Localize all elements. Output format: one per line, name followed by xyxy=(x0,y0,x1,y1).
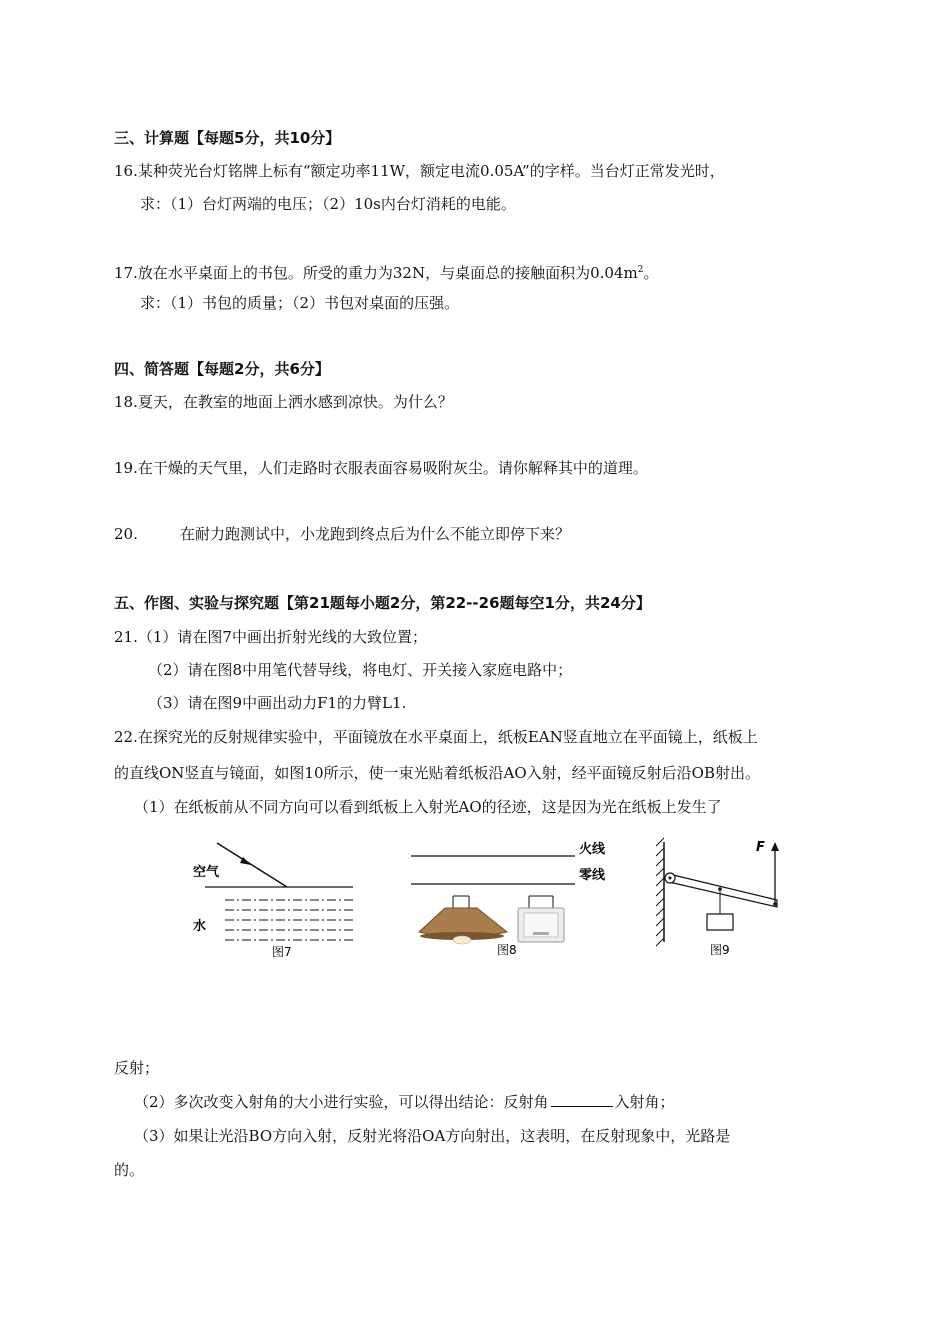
pivot-center xyxy=(669,877,672,880)
q22-line3: （1）在纸板前从不同方向可以看到纸板上入射光AO的径迹，这是因为光在纸板上发生了 xyxy=(134,798,722,816)
force-arrow-head-icon xyxy=(771,842,779,851)
switch-indicator xyxy=(533,932,549,935)
q17-line1-text: 17.放在水平桌面上的书包。所受的重力为32N，与桌面总的接触面积为0.04m xyxy=(114,264,638,282)
q17-line2: 求：（1）书包的质量；（2）书包对桌面的压强。 xyxy=(140,294,460,312)
figure-8-caption: 图8 xyxy=(497,943,517,957)
q22-line7: 的。 xyxy=(114,1161,145,1179)
answer-blank[interactable] xyxy=(551,1092,613,1107)
q22-line5 xyxy=(134,1091,675,1113)
q18-text: 18.夏天，在教室的地面上洒水感到凉快。为什么？ xyxy=(114,393,453,411)
water-label: 水 xyxy=(193,919,207,934)
q21-line2: （2）请在图8中用笔代替导线，将电灯、开关接入家庭电路中； xyxy=(148,661,573,679)
lever-bar xyxy=(669,874,777,907)
air-label: 空气 xyxy=(193,865,220,880)
force-label: F xyxy=(756,840,765,855)
weight-block xyxy=(707,914,733,930)
q22-line1: 22.在探究光的反射规律实验中，平面镜放在水平桌面上，纸板EAN竖直地立在平面镜上，纸板上 xyxy=(114,728,758,746)
q20-text: 在耐力跑测试中，小龙跑到终点后为什么不能立即停下来？ xyxy=(180,525,571,543)
q22-line6: （3）如果让光沿BO方向入射，反射光将沿OA方向射出，这表明，在反射现象中，光路是 xyxy=(134,1127,731,1145)
q22-line5-text: （2）多次改变入射角的大小进行实验，可以得出结论：反射角 xyxy=(134,1093,549,1111)
section-4-heading: 四、简答题【每题2分，共6分】 xyxy=(114,360,330,378)
q20-number: 20. xyxy=(114,525,138,543)
q22-line4: 反射； xyxy=(114,1059,160,1077)
figure-7-caption: 图7 xyxy=(272,945,292,959)
q19-text: 19.在干燥的天气里，人们走路时衣服表面容易吸附灰尘。请你解释其中的道理。 xyxy=(114,459,648,477)
section-5-heading: 五、作图、实验与探究题【第21题每小题2分，第22--26题每空1分，共24分】 xyxy=(114,594,651,612)
q21-line1: 21.（1）请在图7中画出折射光线的大致位置； xyxy=(114,628,427,646)
force-point xyxy=(773,902,777,906)
neutral-label: 零线 xyxy=(579,868,606,883)
figure-7 xyxy=(185,838,360,963)
live-label: 火线 xyxy=(579,842,606,857)
figure-9 xyxy=(652,834,792,964)
q17-line1 xyxy=(114,259,658,284)
q21-line3: （3）请在图9中画出动力F1的力臂L1. xyxy=(148,694,407,712)
q16-line1: 16.某种荧光台灯铭牌上标有“额定功率11W，额定电流0.05A”的字样。当台灯正常发光时， xyxy=(114,162,725,180)
q17-line1-end: 。 xyxy=(643,264,659,282)
bulb-icon xyxy=(453,936,471,944)
q16-line2: 求：（1）台灯两端的电压；（2）10s内台灯消耗的电能。 xyxy=(140,195,516,213)
q22-line5-end: 入射角； xyxy=(614,1093,675,1111)
q22-line2: 的直线ON竖直与镜面，如图10所示，使一束光贴着纸板沿AO入射，经平面镜反射后沿OB射出。 xyxy=(114,764,760,782)
figure-9-caption: 图9 xyxy=(710,943,730,957)
incident-ray xyxy=(217,843,287,887)
figure-8 xyxy=(405,836,620,964)
q17-exponent: 2 xyxy=(637,265,644,275)
wall-hatching xyxy=(656,838,664,946)
section-3-heading: 三、计算题【每题5分，共10分】 xyxy=(114,129,341,147)
